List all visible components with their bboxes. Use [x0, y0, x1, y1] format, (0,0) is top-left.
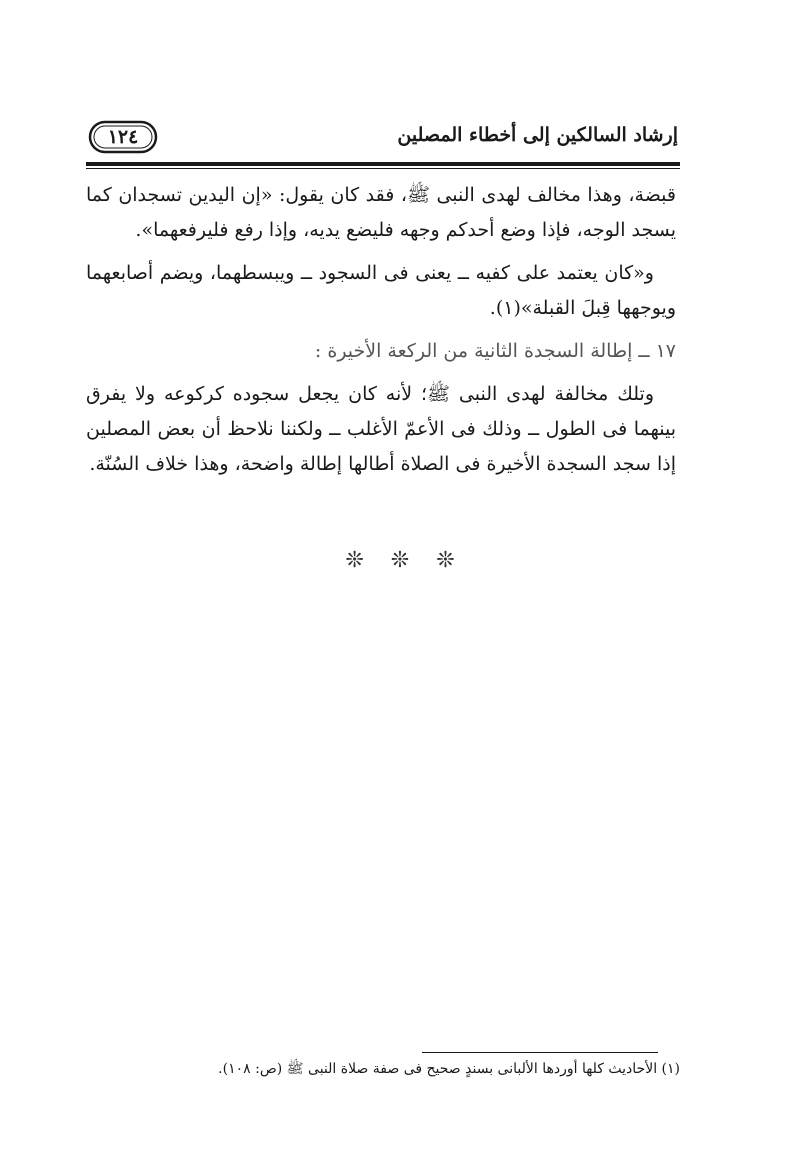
page-number: ١٢٤ — [107, 126, 139, 148]
section-heading: ١٧ ــ إطالة السجدة الثانية من الركعة الأخيرة : — [314, 340, 676, 362]
running-title: إرشاد السالكين إلى أخطاء المصلين — [397, 124, 678, 146]
paragraph: و«كان يعتمد على كفيه ــ يعنى فى السجود ــ ويبسطهما، ويضم أصابعهما ويوجهها قِبلَ القبلة»(١). — [86, 262, 676, 319]
main-text — [86, 178, 676, 490]
page-header — [88, 118, 680, 162]
paragraph: قبضة، وهذا مخالف لهدى النبى ﷺ، فقد كان يقول: «إن اليدين تسجدان كما يسجد الوجه، فإذا وضع أحدكم وجهه فليضع يديه، وإذا رفع فليرفعهما». — [86, 184, 676, 241]
footnote-rule — [422, 1052, 658, 1053]
header-rule-thin — [86, 168, 680, 169]
paragraph: وتلك مخالفة لهدى النبى ﷺ؛ لأنه كان يجعل سجوده كركوعه ولا يفرق بينهما فى الطول ــ وذلك فى الأعمّ الأغلب ــ ولكننا نلاحظ أن بعض المصلين إذا سجد السجدة الأخيرة فى الصلاة أطالها إطالة واضحة، وهذا خلاف السُنّة. — [86, 383, 676, 475]
page-number-badge — [88, 120, 158, 154]
footnote: (١) الأحاديث كلها أوردها الألبانى بسندٍ صحيح فى صفة صلاة النبى ﷺ (ص: ١٠٨). — [218, 1061, 680, 1077]
header-rule-thick — [86, 162, 680, 166]
section-separator: ❊ ❊ ❊ — [345, 548, 465, 573]
